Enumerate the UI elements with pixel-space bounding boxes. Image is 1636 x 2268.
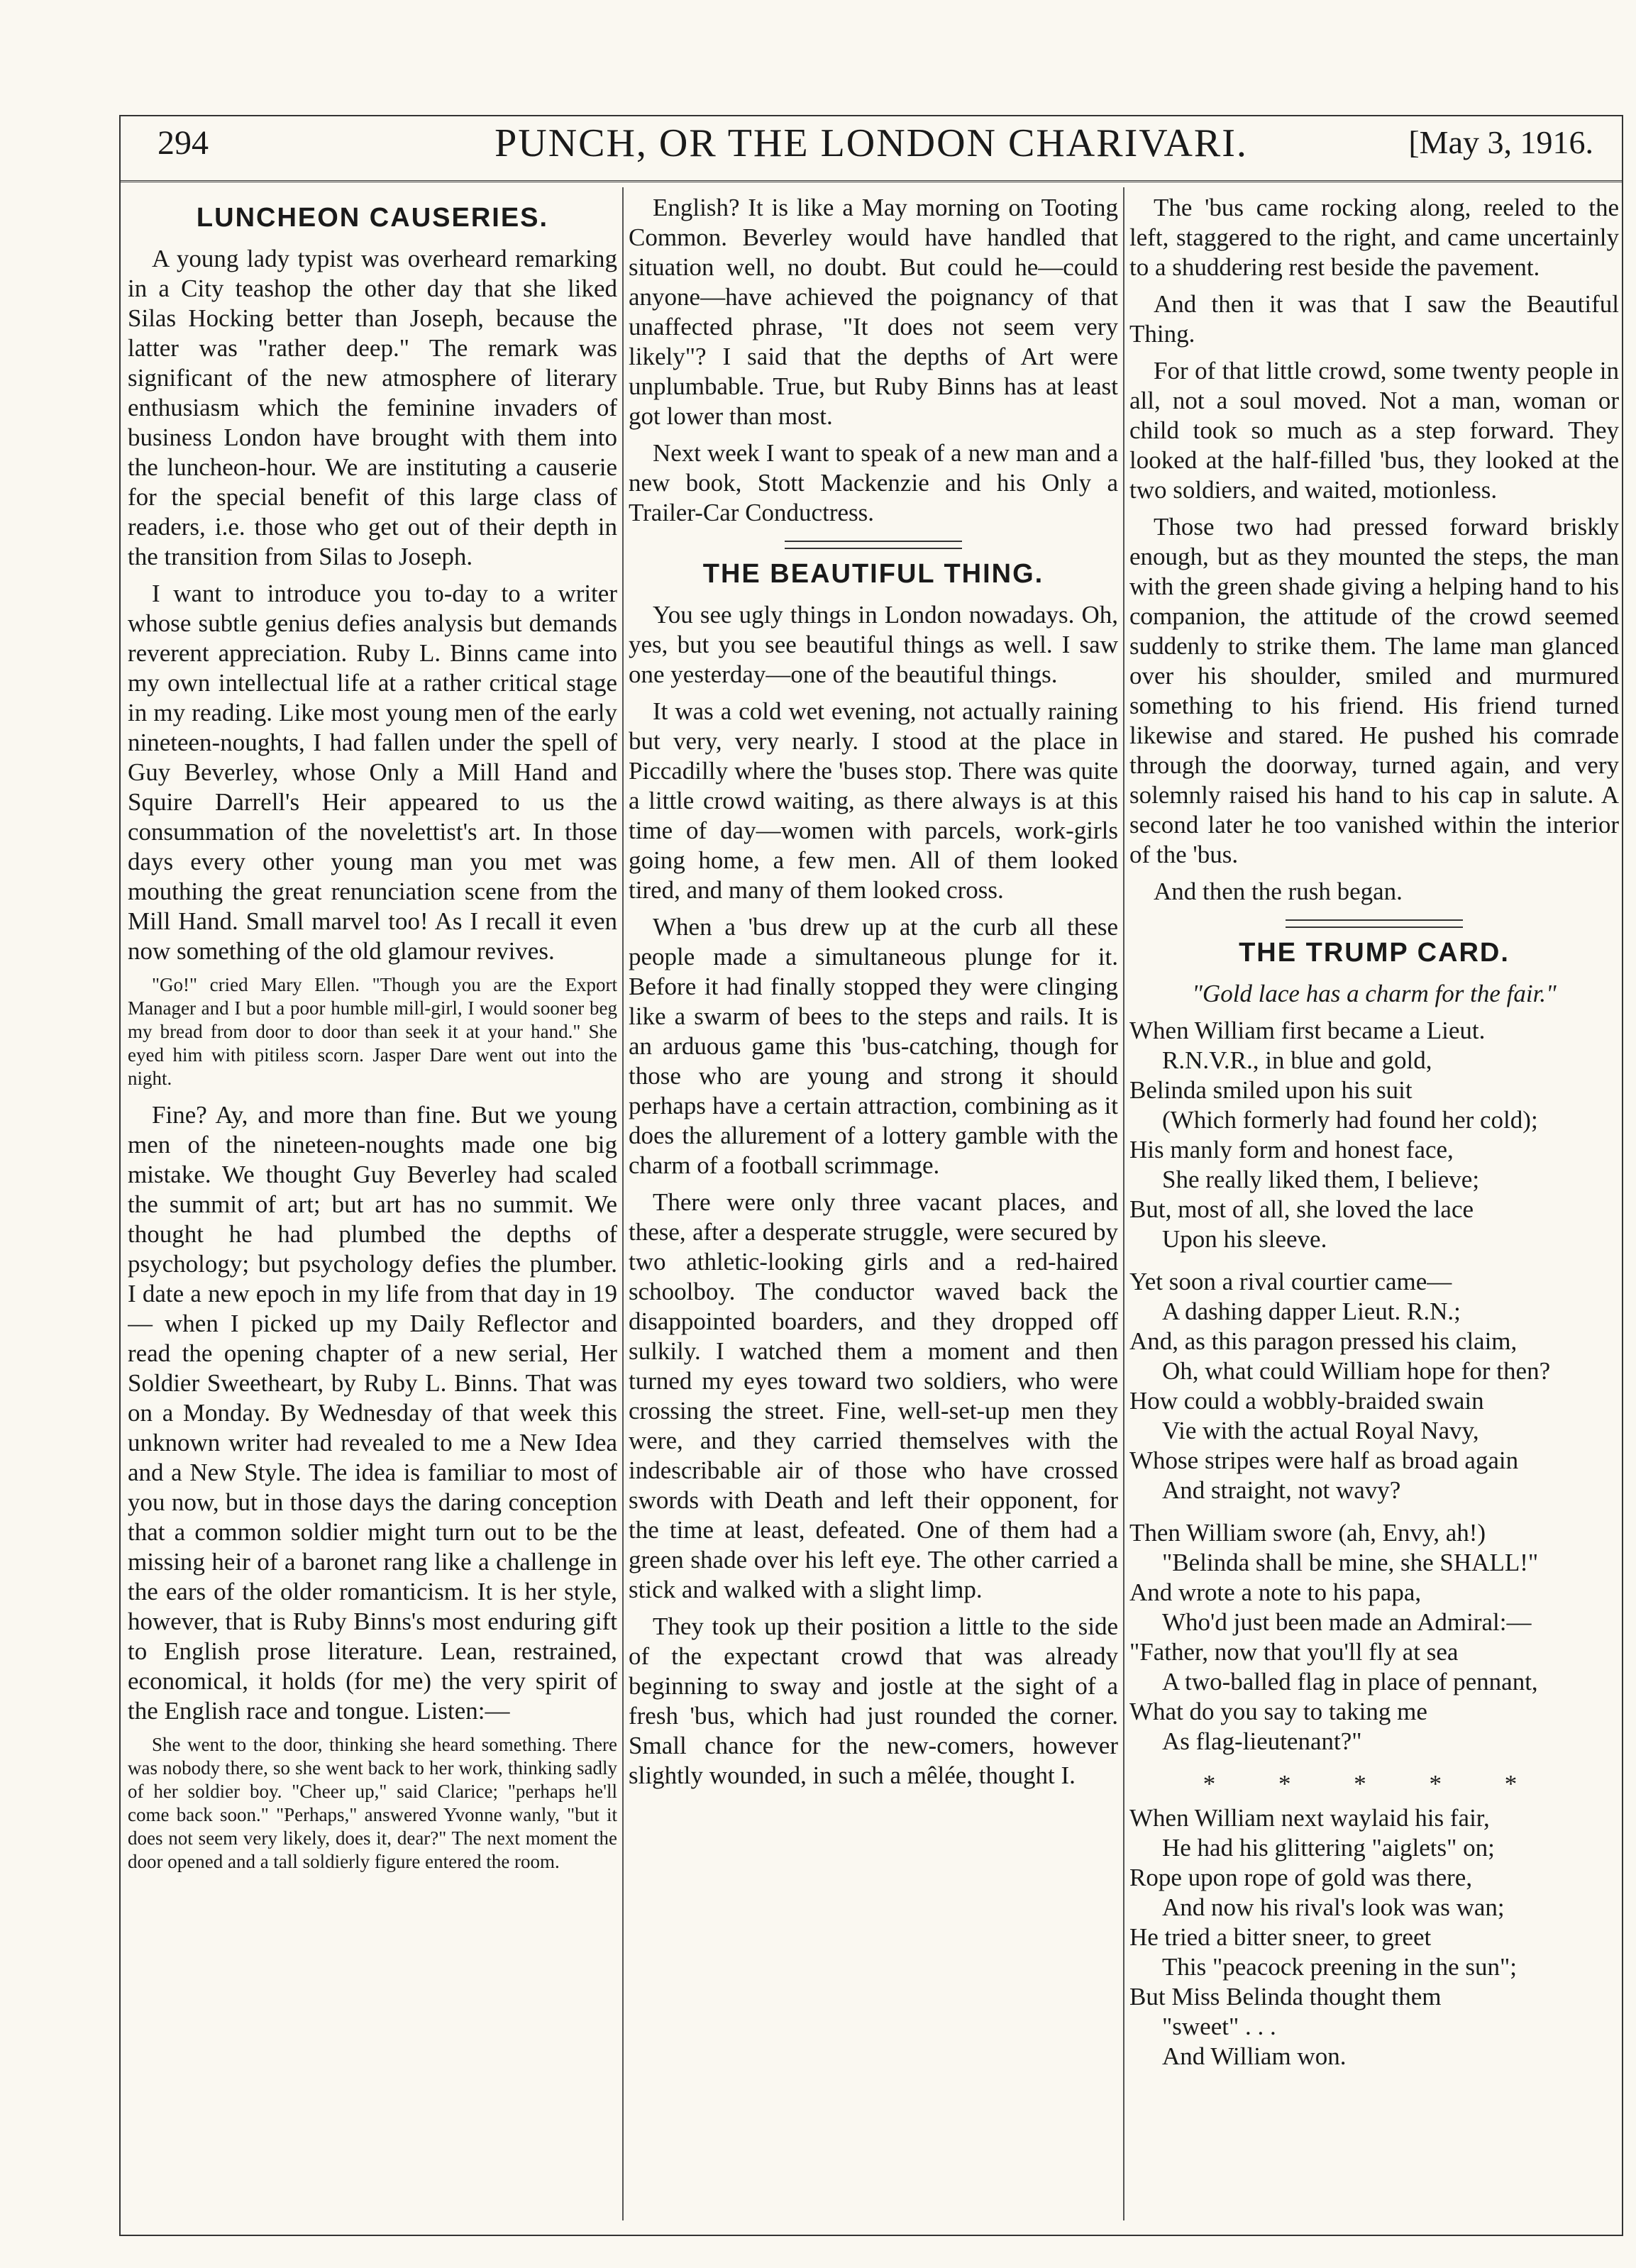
poem-line: This "peacock preening in the sun"; [1162,1953,1517,1981]
paragraph: The 'bus came rocking along, reeled to the left, staggered to the right, and came uncertainly to a shuddering rest beside the pavement. [1129,194,1619,281]
poem-line: "Belinda shall be mine, she SHALL!" [1162,1549,1539,1576]
issue-date: [May 3, 1916. [1408,124,1593,160]
poem-line: And now his rival's look was wan; [1162,1893,1505,1921]
poem-line: Who'd just been made an Admiral:— [1162,1608,1532,1636]
paragraph: It was a cold wet evening, not actually raining but very, very nearly. I stood at the place in Piccadilly where the 'buses stop. There was quite a little crowd waiting, as there always is at this time of day—women with parcels, work-girls going home, a few men. All of them looked tired, and many of them looked cross. [629,697,1118,904]
poem-stanza [1129,1803,1619,2071]
page-number: 294 [157,124,209,162]
column-rule [622,187,624,2220]
poem-stanza [1129,1016,1619,1254]
paragraph: They took up their position a little to the side of the expectant crowd that was already beginning to sway and jostle at the sight of a fresh 'bus, which had just rounded the corner. Small chance for the new-comers, however slightly wounded, in such a mêlée, thought I. [629,1613,1118,1789]
poem-line: When William first became a Lieut. [1129,1017,1486,1044]
poem-line: Vie with the actual Royal Navy, [1162,1417,1479,1444]
paragraph: Next week I want to speak of a new man and a new book, Stott Mackenzie and his Only a Trailer-Car Conductress. [629,439,1118,526]
poem-line: And, as this paragon pressed his claim, [1129,1327,1518,1355]
paragraph: English? It is like a May morning on Tooting Common. Beverley would have handled that situation well, no doubt. But could he—could anyone—have achieved the poignancy of that unaffected phrase, "It does not seem very likely"? I said that the depths of Art were unplumbable. True, but Ruby Binns has at least got lower than most. [629,194,1118,430]
section-break-stars: * * * * * [1203,1770,1546,1798]
paragraph: Fine? Ay, and more than fine. But we young men of the nineteen-noughts made one big mistake. We thought Guy Beverley had scaled the summit of art; but art has no summit. We thought he had plumbed the depths of psychology; but psychology defies the plumber. I date a new epoch in my life from that day in 19— when I picked up my Daily Reflector and read the opening chapter of a new serial, Her Soldier Sweetheart, by Ruby L. Binns. That was on a Monday. By Wednesday of that week this unknown writer had revealed to me a New Idea and a New Style. The idea is familiar to most of you now, but in those days the daring conception that a common soldier might turn out to be the missing heir of a baronet rang like a challenge in the ears of the older romanticism. It is her style, however, that is Ruby Binns's most enduring gift to English prose literature. Lean, restrained, economical, it holds (for me) the very spirit of the English race and tongue. Listen:— [128,1101,617,1725]
poem-line: "sweet" . . . [1162,2013,1276,2040]
poem-line: R.N.V.R., in blue and gold, [1162,1046,1432,1074]
paragraph: I want to introduce you to-day to a writer whose subtle genius defies analysis but demands reverent appreciation. Ruby L. Binns came into my own intellectual life at a rather critical stage in my reading. Like most young men of the early nineteen-noughts, I had fallen under the spell of Guy Beverley, whose Only a Mill Hand and Squire Darrell's Heir appeared to us the consummation of the novelettist's art. In those days every other young man you met was mouthing the great renunciation scene from the Mill Hand. Small marvel too! As I recall it even now something of the old glamour revives. [128,580,617,965]
poem-line: Yet soon a rival courtier came— [1129,1268,1452,1295]
poem-line: When William next waylaid his fair, [1129,1804,1490,1832]
poem-line: Rope upon rope of gold was there, [1129,1864,1473,1891]
poem-line: His manly form and honest face, [1129,1136,1454,1163]
quoted-excerpt: She went to the door, thinking she heard something. There was nobody there, so she went back to her work, thinking sadly of her soldier boy. "Cheer up," said Clarice; "perhaps he'll come back soon." "Perhaps," answered Yvonne wanly, "but it does not seem very likely, does it, dear?" The next moment the door opened and a tall soldierly figure entered the room. [128,1734,617,1872]
article-heading: LUNCHEON CAUSERIES. [196,203,549,233]
paragraph: And then it was that I saw the Beautiful Thing. [1129,290,1619,348]
paragraph: Those two had pressed forward briskly enough, but as they mounted the steps, the man with the green shade giving a helping hand to his companion, the attitude of the crowd seemed suddenly to strike them. The lame man glanced over his shoulder, smiled and murmured something to his friend. His friend turned likewise and stared. He pushed his comrade through the doorway, turned again, and very solemnly raised his hand to his cap in salute. A second later he too vanished within the interior of the 'bus. [1129,513,1619,868]
paragraph: You see ugly things in London nowadays. Oh, yes, but you see beautiful things as well. I saw one yesterday—one of the beautiful things. [629,601,1118,688]
poem-line: "Father, now that you'll fly at sea [1129,1638,1459,1666]
paragraph: A young lady typist was overheard remarking in a City teashop the other day that she liked Silas Hocking better than Joseph, because the latter was "rather deep." The remark was significant of the new atmosphere of literary enthusiasm which the feminine invaders of business London have brought with them into the luncheon-hour. We are instituting a causerie for the special benefit of this large class of readers, i.e. those who get out of their depth in the transition from Silas to Joseph. [128,245,617,570]
section-divider [1286,919,1463,928]
column-rule [1123,187,1124,2220]
poem-line: And wrote a note to his papa, [1129,1578,1422,1606]
page-header [121,116,1622,182]
column-3 [1129,193,1619,2213]
column-2 [629,193,1118,2213]
poem-line: Belinda smiled upon his suit [1129,1076,1413,1104]
poem-line: As flag-lieutenant?" [1162,1727,1362,1755]
poem-line: She really liked them, I believe; [1162,1166,1480,1193]
poem-line: Oh, what could William hope for then? [1162,1357,1551,1385]
poem-line: Then William swore (ah, Envy, ah!) [1129,1519,1486,1547]
poem-line: He had his glittering "aiglets" on; [1162,1834,1495,1862]
column-1 [128,193,617,2213]
poem-line: Whose stripes were half as broad again [1129,1446,1519,1474]
section-divider [785,541,962,549]
article-heading: THE BEAUTIFUL THING. [702,559,1044,589]
page-frame [119,115,1623,2236]
poem-line: And straight, not wavy? [1162,1476,1401,1504]
poem-line: A dashing dapper Lieut. R.N.; [1162,1298,1461,1325]
quoted-excerpt: "Go!" cried Mary Ellen. "Though you are the Export Manager and I but a poor humble mill-girl, I would sooner beg my bread from door to door than seek it at your hand." She eyed him with pitiless scorn. Jasper Dare went out into the night. [128,974,617,1089]
poem-line: What do you say to taking me [1129,1698,1427,1725]
poem-line: But Miss Belinda thought them [1129,1983,1442,2010]
poem-motto: "Gold lace has a charm for the fair." [1192,980,1557,1007]
masthead-title: PUNCH, OR THE LONDON CHARIVARI. [494,121,1248,165]
paragraph: There were only three vacant places, and these, after a desperate struggle, were secured by two athletic-looking girls and a red-haired schoolboy. The conductor waved back the disappointed boarders, and they dropped off sulkily. I watched them a moment and then turned my eyes toward two soldiers, who were crossing the street. Fine, well-set-up men they were, and they carried themselves with the indescribable air of those who have crossed swords with Death and left their opponent, for the time at least, defeated. One of them had a green shade over his left eye. The other carried a stick and walked with a slight limp. [629,1188,1118,1603]
poem-line: But, most of all, she loved the lace [1129,1195,1474,1223]
article-heading: THE TRUMP CARD. [1239,938,1510,968]
poem-line: A two-balled flag in place of pennant, [1162,1668,1538,1696]
paragraph: When a 'bus drew up at the curb all these people made a simultaneous plunge for it. Before it had finally stopped they were clinging like a swarm of bees to the steps and rails. It is an arduous game this 'bus-catching, though for those who are young and strong it should perhaps have a certain attraction, combining as it does the allurement of a lottery gamble with the charm of a football scrimmage. [629,913,1118,1179]
paragraph: For of that little crowd, some twenty people in all, not a soul moved. Not a man, woman or child took so much as a step forward. They looked at the half-filled 'bus, they looked at the two soldiers, and waited, motionless. [1129,357,1619,504]
poem-line: And William won. [1162,2042,1347,2070]
poem-line: (Which formerly had found her cold); [1162,1106,1538,1134]
paragraph: And then the rush began. [1154,878,1403,905]
poem-line: He tried a bitter sneer, to greet [1129,1923,1432,1951]
poem-stanza [1129,1518,1619,1757]
poem-stanza [1129,1267,1619,1505]
poem-line: Upon his sleeve. [1162,1225,1327,1253]
poem-line: How could a wobbly-braided swain [1129,1387,1484,1415]
